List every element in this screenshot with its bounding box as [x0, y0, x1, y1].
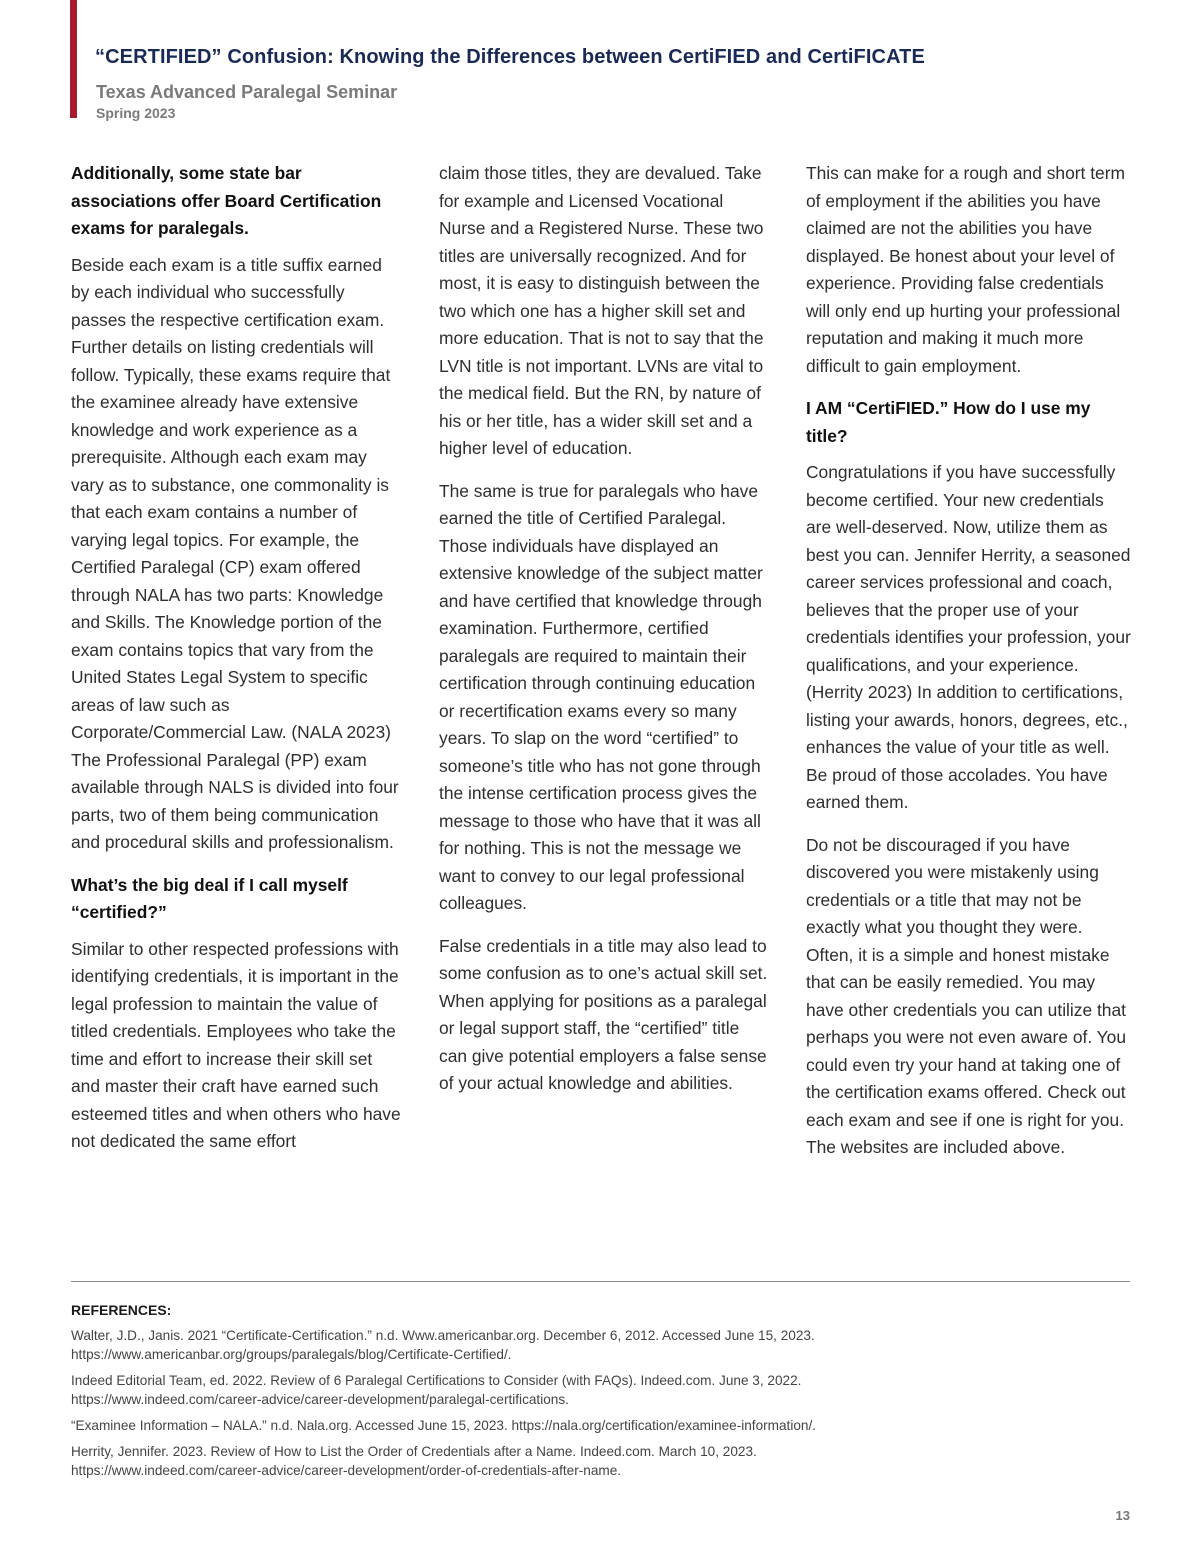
reference-line: Herrity, Jennifer. 2023. Review of How to List the Order of Credentials after a Name. Indeed.com. March 10, 2023. [71, 1444, 757, 1459]
page-number: 13 [1115, 1508, 1130, 1523]
reference-line: Walter, J.D., Janis. 2021 “Certificate-Certification.” n.d. Www.americanbar.org. December 6, 2012. Accessed June 15, 2023. [71, 1328, 815, 1343]
body-paragraph: Similar to other respected professions with identifying credentials, it is important in the legal profession to maintain the value of titled credentials. Employees who take the time and effort to increase their skill set and master their craft have earned such esteemed titles and when others who have not dedicated the same effort [71, 938, 401, 1151]
references-section [71, 1302, 1130, 1487]
text-column-1 [71, 160, 403, 1156]
reference-item [71, 1371, 1130, 1409]
reference-item [71, 1416, 1130, 1435]
article-title: “CERTIFIED” Confusion: Knowing the Differences between CertiFIED and CertiFICATE [95, 46, 925, 68]
body-paragraph: This can make for a rough and short term of employment if the abilities you have claimed are not the abilities you have displayed. Be honest about your level of experience. Providing false credentials will only end up hurting your professional reputation and making it much more difficult to gain employment. [806, 163, 1125, 376]
text-column-2 [439, 160, 771, 1098]
body-paragraph: Beside each exam is a title suffix earned by each individual who successfully passes the respective certification exam. Further details on listing credentials will follow. Typically, these exams require that the examinee already have extensive knowledge and work experience as a prerequisite. Although each exam may vary as to substance, one commonality is that each exam contains a number of varying legal topics. For example, the Certified Paralegal (CP) exam offered through NALA has two parts: Knowledge and Skills. The Knowledge portion of the exam contains topics that vary from the United States Legal System to specific areas of law such as Corporate/Commercial Law. (NALA 2023) The Professional Paralegal (PP) exam available through NALS is divided into four parts, two of them being communication and procedural skills and professionalism. [71, 254, 399, 852]
reference-url: https://www.americanbar.org/groups/paralegals/blog/Certificate-Certified/. [71, 1347, 512, 1362]
reference-line: Indeed Editorial Team, ed. 2022. Review of 6 Paralegal Certifications to Consider (with FAQs). Indeed.com. June 3, 2022. [71, 1373, 802, 1388]
publication-name: Texas Advanced Paralegal Seminar [96, 82, 398, 102]
references-heading: REFERENCES: [71, 1302, 172, 1318]
section-heading: What’s the big deal if I call myself “certified?” [71, 874, 348, 922]
reference-item [71, 1442, 1130, 1480]
body-paragraph: Do not be discouraged if you have discovered you were mistakenly using credentials or a title that may not be exactly what you thought they were. Often, it is a simple and honest mistake that can be easily remedied. You may have other credentials you can utilize that perhaps you were not even aware of. You could even try your hand at taking one of the certification exams offered. Check out each exam and see if one is right for you. The websites are included above. [806, 834, 1127, 1157]
lead-paragraph: Additionally, some state bar associations offer Board Certification exams for paralegals. [71, 163, 382, 238]
body-paragraph: Congratulations if you have successfully become certified. Your new credentials are well-deserved. Now, utilize them as best you can. Jennifer Herrity, a seasoned career services professional and coach, believes that the proper use of your credentials identifies your profession, your qualifications, and your experience. (Herrity 2023) In addition to certifications, listing your awards, honors, degrees, etc., enhances the value of your title as well. Be proud of those accolades. You have earned them. [806, 462, 1131, 812]
body-paragraph: The same is true for paralegals who have earned the title of Certified Paralegal. Those individuals have displayed an extensive knowledge of the subject matter and have certified that knowledge through examination. Furthermore, certified paralegals are required to maintain their certification through continuing education or recertification exams every so many years. To slap on the word “certified” to someone’s title who has not gone through the intense certification process gives the message to those who have that it was all for nothing. This is not the message we want to convey to our legal professional colleagues. [439, 480, 763, 913]
references-divider [71, 1281, 1130, 1282]
reference-item [71, 1326, 1130, 1364]
section-heading: I AM “CertiFIED.” How do I use my title? [806, 398, 1091, 446]
body-paragraph: False credentials in a title may also lead to some confusion as to one’s actual skill set. When applying for positions as a paralegal or legal support staff, the “certified” title can give potential employers a false sense of your actual knowledge and abilities. [439, 935, 768, 1093]
reference-url: https://www.indeed.com/career-advice/career-development/order-of-credentials-after-name. [71, 1463, 622, 1478]
reference-line: “Examinee Information – NALA.” n.d. Nala.org. Accessed June 15, 2023. https://nala.org/certification/examinee-information/. [71, 1418, 817, 1433]
publication-date: Spring 2023 [96, 105, 176, 121]
text-column-3 [806, 160, 1132, 1162]
body-paragraph: claim those titles, they are devalued. Take for example and Licensed Vocational Nurse and a Registered Nurse. These two titles are universally recognized. And for most, it is easy to distinguish between the two which one has a higher skill set and more education. That is not to say that the LVN title is not important. LVNs are vital to the medical field. But the RN, by nature of his or her title, has a wider skill set and a higher level of education. [439, 163, 764, 458]
header-accent-bar [70, 0, 77, 118]
reference-url: https://www.indeed.com/career-advice/career-development/paralegal-certifications. [71, 1392, 569, 1407]
